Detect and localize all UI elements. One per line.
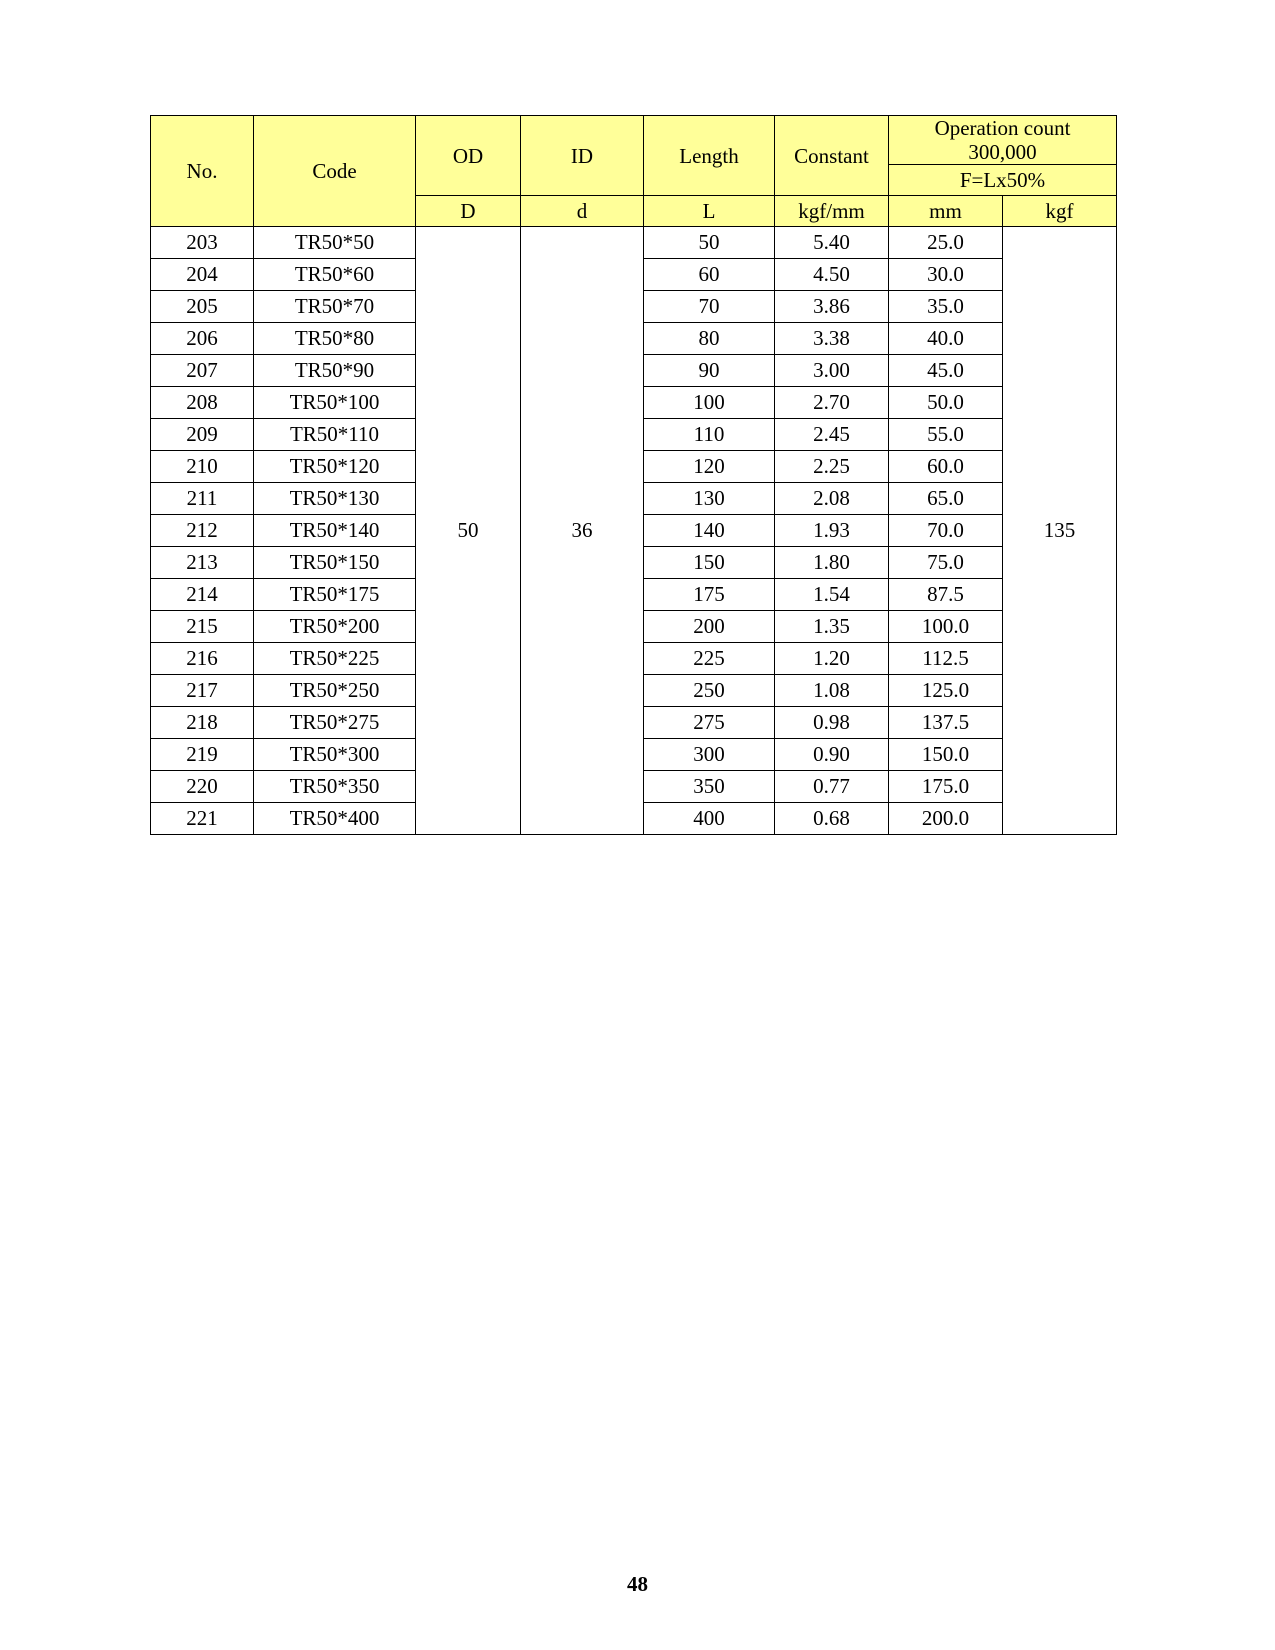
cell-deflection: 100.0: [889, 611, 1003, 643]
cell-code: TR50*150: [254, 547, 416, 579]
cell-code: TR50*140: [254, 515, 416, 547]
cell-no: 207: [151, 355, 254, 387]
cell-deflection: 45.0: [889, 355, 1003, 387]
cell-length: 140: [644, 515, 775, 547]
cell-constant: 1.35: [775, 611, 889, 643]
header-od: OD: [416, 116, 521, 196]
cell-no: 214: [151, 579, 254, 611]
cell-constant: 3.00: [775, 355, 889, 387]
cell-length: 350: [644, 771, 775, 803]
cell-constant: 4.50: [775, 259, 889, 291]
cell-code: TR50*90: [254, 355, 416, 387]
cell-no: 206: [151, 323, 254, 355]
cell-code: TR50*300: [254, 739, 416, 771]
cell-constant: 2.08: [775, 483, 889, 515]
cell-code: TR50*80: [254, 323, 416, 355]
cell-no: 213: [151, 547, 254, 579]
cell-length: 250: [644, 675, 775, 707]
cell-deflection: 175.0: [889, 771, 1003, 803]
cell-deflection: 40.0: [889, 323, 1003, 355]
spec-table: [150, 115, 1117, 835]
table-row: [151, 227, 1117, 259]
cell-constant: 2.45: [775, 419, 889, 451]
cell-constant: 2.70: [775, 387, 889, 419]
cell-code: TR50*100: [254, 387, 416, 419]
cell-no: 211: [151, 483, 254, 515]
cell-code: TR50*250: [254, 675, 416, 707]
cell-id-merged: 36: [521, 227, 644, 835]
cell-no: 204: [151, 259, 254, 291]
cell-length: 80: [644, 323, 775, 355]
cell-code: TR50*275: [254, 707, 416, 739]
cell-length: 130: [644, 483, 775, 515]
unit-length: L: [644, 196, 775, 227]
cell-constant: 1.20: [775, 643, 889, 675]
cell-code: TR50*110: [254, 419, 416, 451]
cell-length: 110: [644, 419, 775, 451]
cell-constant: 3.38: [775, 323, 889, 355]
cell-constant: 2.25: [775, 451, 889, 483]
cell-length: 100: [644, 387, 775, 419]
cell-length: 90: [644, 355, 775, 387]
cell-no: 219: [151, 739, 254, 771]
header-code: Code: [254, 116, 416, 227]
cell-no: 205: [151, 291, 254, 323]
cell-length: 225: [644, 643, 775, 675]
cell-constant: 0.77: [775, 771, 889, 803]
cell-length: 300: [644, 739, 775, 771]
unit-od: D: [416, 196, 521, 227]
unit-deflection: mm: [889, 196, 1003, 227]
cell-constant: 5.40: [775, 227, 889, 259]
unit-force: kgf: [1003, 196, 1117, 227]
header-constant: Constant: [775, 116, 889, 196]
cell-no: 208: [151, 387, 254, 419]
operation-count-label: Operation count: [934, 116, 1071, 140]
cell-deflection: 30.0: [889, 259, 1003, 291]
cell-length: 400: [644, 803, 775, 835]
cell-deflection: 35.0: [889, 291, 1003, 323]
cell-constant: 0.90: [775, 739, 889, 771]
cell-no: 209: [151, 419, 254, 451]
cell-length: 50: [644, 227, 775, 259]
cell-code: TR50*50: [254, 227, 416, 259]
cell-no: 217: [151, 675, 254, 707]
cell-deflection: 65.0: [889, 483, 1003, 515]
cell-no: 215: [151, 611, 254, 643]
cell-constant: 1.80: [775, 547, 889, 579]
cell-no: 212: [151, 515, 254, 547]
cell-deflection: 125.0: [889, 675, 1003, 707]
cell-constant: 1.93: [775, 515, 889, 547]
cell-deflection: 112.5: [889, 643, 1003, 675]
header-no: No.: [151, 116, 254, 227]
cell-no: 220: [151, 771, 254, 803]
cell-code: TR50*175: [254, 579, 416, 611]
cell-length: 200: [644, 611, 775, 643]
cell-constant: 0.68: [775, 803, 889, 835]
cell-code: TR50*400: [254, 803, 416, 835]
header-id: ID: [521, 116, 644, 196]
cell-od-merged: 50: [416, 227, 521, 835]
unit-constant: kgf/mm: [775, 196, 889, 227]
cell-deflection: 200.0: [889, 803, 1003, 835]
cell-deflection: 50.0: [889, 387, 1003, 419]
cell-deflection: 25.0: [889, 227, 1003, 259]
unit-id: d: [521, 196, 644, 227]
cell-deflection: 55.0: [889, 419, 1003, 451]
cell-length: 70: [644, 291, 775, 323]
cell-no: 203: [151, 227, 254, 259]
cell-constant: 1.08: [775, 675, 889, 707]
cell-force-merged: 135: [1003, 227, 1117, 835]
cell-no: 221: [151, 803, 254, 835]
cell-code: TR50*225: [254, 643, 416, 675]
header-length: Length: [644, 116, 775, 196]
table-header: [151, 116, 1117, 227]
cell-constant: 0.98: [775, 707, 889, 739]
cell-constant: 1.54: [775, 579, 889, 611]
cell-length: 60: [644, 259, 775, 291]
cell-deflection: 137.5: [889, 707, 1003, 739]
operation-count-value: 300,000: [968, 140, 1037, 165]
table-body: [151, 227, 1117, 835]
cell-length: 150: [644, 547, 775, 579]
cell-deflection: 87.5: [889, 579, 1003, 611]
cell-code: TR50*70: [254, 291, 416, 323]
cell-code: TR50*130: [254, 483, 416, 515]
page-number: 48: [627, 1572, 648, 1596]
cell-code: TR50*200: [254, 611, 416, 643]
cell-length: 120: [644, 451, 775, 483]
cell-constant: 3.86: [775, 291, 889, 323]
cell-code: TR50*350: [254, 771, 416, 803]
cell-deflection: 60.0: [889, 451, 1003, 483]
cell-code: TR50*120: [254, 451, 416, 483]
header-operation-count: [889, 116, 1117, 165]
cell-deflection: 150.0: [889, 739, 1003, 771]
cell-code: TR50*60: [254, 259, 416, 291]
cell-deflection: 75.0: [889, 547, 1003, 579]
cell-deflection: 70.0: [889, 515, 1003, 547]
header-force-formula: F=Lx50%: [889, 165, 1117, 196]
cell-no: 218: [151, 707, 254, 739]
cell-length: 175: [644, 579, 775, 611]
cell-length: 275: [644, 707, 775, 739]
cell-no: 216: [151, 643, 254, 675]
cell-no: 210: [151, 451, 254, 483]
